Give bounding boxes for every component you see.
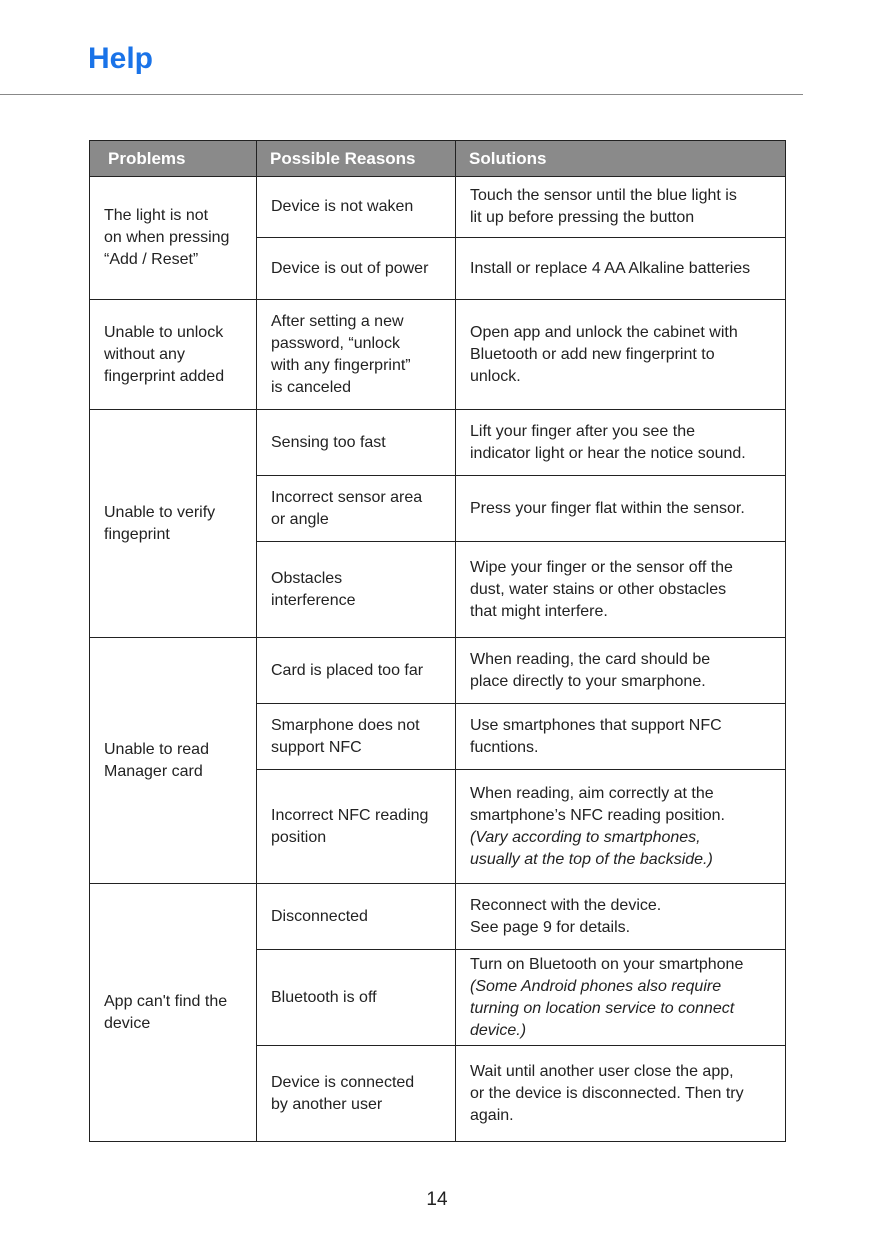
text-line: lit up before pressing the button [470,209,695,226]
text-line: Open app and unlock the cabinet with [470,323,738,341]
text-line: fingeprint [104,525,170,543]
text-line: support NFC [271,738,362,756]
text-line: Card is placed too far [271,661,424,679]
text-line: Device is out of power [271,259,429,277]
reason-cell [257,1046,456,1142]
text-line: again. [470,1106,514,1124]
text-line: on when pressing [104,229,230,246]
text-line: Disconnected [271,907,368,925]
page-number: 14 [426,1189,448,1210]
text-line: password, “unlock [271,334,400,352]
text-line: Device is connected [271,1073,415,1091]
text-line: position [271,828,327,846]
text-line: or angle [271,510,329,528]
solution-cell [456,1046,786,1142]
text-line: Unable to verify [104,503,216,521]
text-line: Incorrect sensor area [271,488,423,506]
text-line: Wait until another user close the app, [470,1062,734,1080]
solution-cell [456,476,786,542]
solution-cell [456,884,786,950]
text-line: Wipe your finger or the sensor off the [470,558,733,576]
text-line: by another user [271,1095,383,1113]
reason-cell [257,884,456,950]
page-title: Help [88,42,154,75]
text-line: Bluetooth is off [271,988,377,1006]
text-line: interference [271,591,356,609]
text-line: When reading, the card should be [470,650,711,668]
solution-cell [456,238,786,300]
solution-note-line: device.) [470,1021,527,1039]
text-line: Sensing too fast [271,433,386,451]
problem-cell [90,300,257,410]
column-header-solutions: Solutions [456,141,786,177]
text-line: without any [104,345,185,363]
text-line: Install or replace 4 AA Alkaline batteries [470,259,751,277]
reason-cell [257,300,456,410]
reason-cell [257,704,456,770]
solution-cell [456,542,786,638]
problem-cell [90,177,257,300]
text-line: fingerprint added [104,367,225,385]
title-divider [0,94,803,95]
table-row [90,300,786,410]
column-header-problems: Problems [90,141,257,177]
text-line: When reading, aim correctly at the [470,784,714,802]
text-line: After setting a new [271,312,404,330]
header-row [90,141,786,177]
reason-cell [257,238,456,300]
text-line: Incorrect NFC reading [271,806,429,824]
text-line: Obstacles [271,569,343,587]
text-line: Smarphone does not [271,716,420,734]
text-line: Device is not waken [271,198,414,215]
troubleshooting-table [89,140,786,1142]
text-line: device [104,1014,151,1032]
text-line: dust, water stains or other obstacles [470,580,727,598]
text-line: Touch the sensor until the blue light is [470,187,737,204]
solution-note-line: (Vary according to smartphones, [470,828,701,846]
text-line: Turn on Bluetooth on your smartphone [470,955,744,973]
text-line: See page 9 for details. [470,918,631,936]
solution-cell [456,410,786,476]
text-line: Press your finger flat within the sensor. [470,499,745,517]
text-line: Use smartphones that support NFC [470,716,722,734]
solution-note-line: turning on location service to connect [470,999,735,1017]
solution-cell [456,177,786,238]
text-line: that might interfere. [470,602,608,620]
text-line: Bluetooth or add new fingerprint to [470,345,715,363]
reason-cell [257,410,456,476]
text-line: Unable to unlock [104,323,224,341]
solution-note-line: usually at the top of the backside.) [470,850,713,868]
table-row [90,177,786,238]
text-line: with any fingerprint” [271,356,411,374]
solution-cell [456,300,786,410]
reason-cell [257,638,456,704]
problem-cell [90,410,257,638]
solution-cell [456,638,786,704]
text-line: unlock. [470,367,521,385]
reason-cell [257,542,456,638]
text-line: fucntions. [470,738,539,756]
table-row [90,884,786,950]
reason-cell [257,476,456,542]
reason-cell [257,950,456,1046]
text-line: is canceled [271,378,352,396]
problem-cell [90,638,257,884]
text-line: App can't find the [104,992,228,1010]
text-line: smartphone’s NFC reading position. [470,806,725,824]
text-line: The light is not [104,207,209,224]
reason-cell [257,770,456,884]
solution-cell [456,704,786,770]
text-line: Unable to read [104,740,209,758]
problem-cell [90,884,257,1142]
solution-cell [456,950,786,1046]
table-body [90,177,786,1142]
text-line: or the device is disconnected. Then try [470,1084,744,1102]
reason-cell [257,177,456,238]
table-row [90,638,786,704]
table-row [90,410,786,476]
text-line: Reconnect with the device. [470,896,662,914]
text-line: Manager card [104,762,203,780]
column-header-possible-reasons: Possible Reasons [257,141,456,177]
text-line: Lift your finger after you see the [470,422,696,440]
table-header [90,141,786,177]
solution-note-line: (Some Android phones also require [470,977,722,995]
text-line: place directly to your smarphone. [470,672,706,690]
solution-cell [456,770,786,884]
text-line: indicator light or hear the notice sound. [470,444,746,462]
text-line: “Add / Reset” [104,251,199,268]
